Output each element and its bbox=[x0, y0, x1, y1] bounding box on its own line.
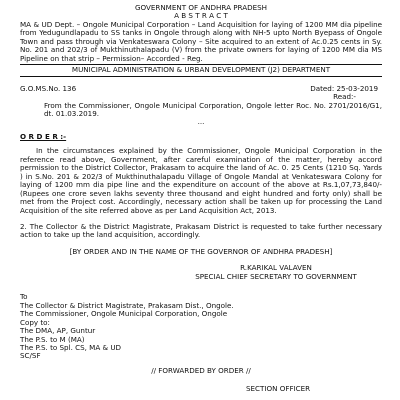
go-date: Dated: 25-03-2019 bbox=[310, 83, 378, 93]
order-paragraph-2: 2. The Collector & the District Magistrate, Prakasam District is requested to take further necessary action to take up the land acquisition, accordingly. bbox=[20, 221, 382, 240]
signatory-title: SPECIAL CHIEF SECRETARY TO GOVERNMENT bbox=[195, 271, 357, 281]
abstract-heading: A B S T R A C T bbox=[174, 11, 228, 21]
read-label: Read:- bbox=[333, 92, 356, 102]
reference-ellipsis: ... bbox=[197, 117, 205, 127]
copy-3: The P.S. to Spl. CS, MA & UD bbox=[20, 342, 122, 352]
order-heading: O R D E R :- bbox=[20, 131, 67, 141]
to-label: To bbox=[20, 292, 28, 302]
order-paragraph-1: In the circumstances explained by the Commissioner, Ongole Municipal Corporation in the reference read above, Government, after careful examination of the matter, hereby accord permission to the District Collector, Prakasam to acquire the land of Ac. 0. 25 Cents (1210 Sq. Yards ) in S.No. 201 & 202/3 of Mukthinuthalapadu Village of Ongole Mandal at Venkateswara Colony for laying of 1200 mm dia pipe line and the expenditure on account of the above at Rs.1,07,73,840/- (Rupees one crore seven lakhs seventy three thousand and eight hundred and forty only) shall be met from the Project cost. Accordingly, necessary action shall be taken up for processing the Land Acquisition of the site referred above as per Land Acquisition Act, 2013. bbox=[20, 146, 382, 215]
section-officer: SECTION OFFICER bbox=[246, 384, 311, 394]
copy-to-label: Copy to: bbox=[20, 317, 50, 327]
government-heading: GOVERNMENT OF ANDHRA PRADESH bbox=[134, 3, 268, 12]
copy-1: The DMA, AP, Guntur bbox=[20, 326, 96, 336]
government-order-document bbox=[20, 0, 382, 394]
copy-2: The P.S. to M (MA) bbox=[20, 334, 85, 344]
subject-paragraph: MA & UD Dept. – Ongole Municipal Corporation – Land Acquisition for laying of 1200 MM dia pipeline from Yedugundlapadu to SS tanks in Ongole through along with NH-5 upto North Byepass of Ongole Town and pass through via Venkateswara Colony – Site acquired to an extent of Ac.0.25 cents in Sy. No. 201 and 202/3 of Mukthinuthalapadu (V) from the private owners for laying of 1200 MM dia MS Pipeline on that strip – Permission– Accorded - Reg. bbox=[20, 19, 382, 63]
signatory-name: R.KARIKAL VALAVEN bbox=[240, 263, 312, 273]
bottom-divider bbox=[20, 76, 382, 77]
reference-text: From the Commissioner, Ongole Municipal Corporation, Ongole letter Roc. No. 2701/2016/G1, dt. 01.03.2019. bbox=[44, 100, 382, 118]
go-number-row bbox=[20, 85, 382, 93]
department-heading: MUNICIPAL ADMINISTRATION & URBAN DEVELOPMENT (J2) DEPARTMENT bbox=[71, 65, 331, 75]
forwarded-line: // FORWARDED BY ORDER // bbox=[151, 365, 251, 375]
by-order-line: [BY ORDER AND IN THE NAME OF THE GOVERNOR OF ANDHRA PRADESH] bbox=[69, 246, 333, 256]
recipient-1: The Collector & District Magistrate, Prakasam Dist., Ongole. bbox=[20, 300, 234, 310]
copy-4: SC/SF bbox=[20, 351, 41, 361]
go-number: G.O.MS.No. 136 bbox=[20, 83, 77, 93]
recipient-2: The Commissioner, Ongole Municipal Corporation, Ongole bbox=[20, 309, 228, 319]
